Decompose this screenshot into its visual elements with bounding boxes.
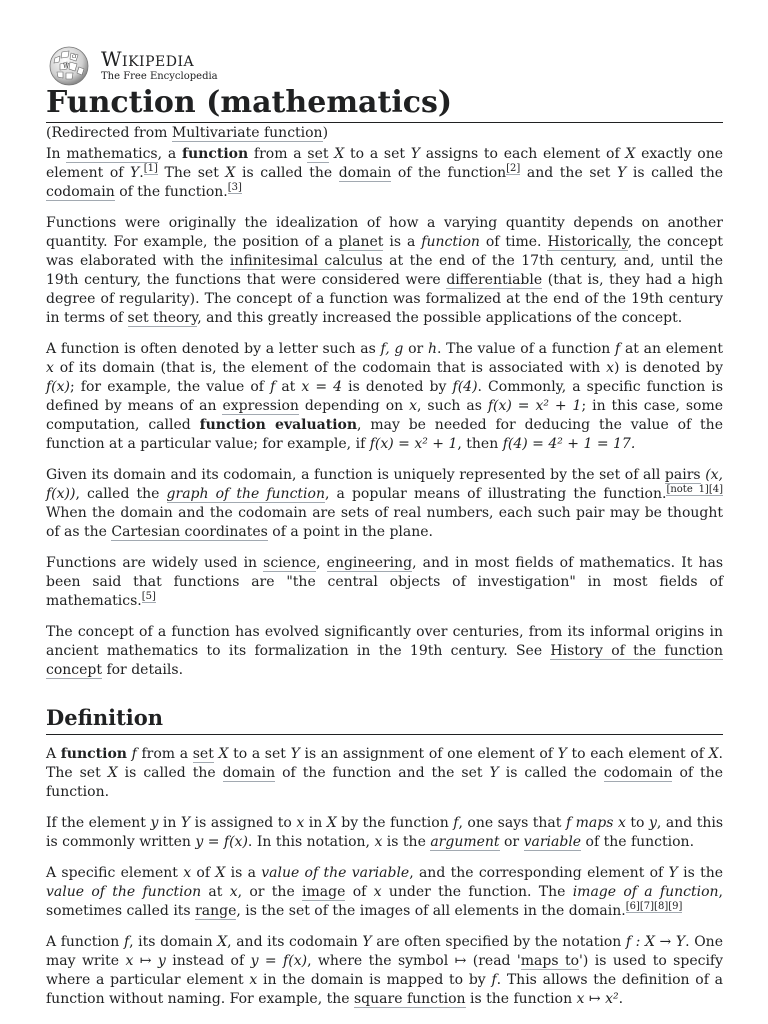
link-domain[interactable]: domain xyxy=(338,165,392,181)
intro-paragraph-4: Given its domain and its codomain, a function is uniquely represented by the set of all pairs (x, f(x)), called the graph of the function, a popular means of illustrating the function.[note 1][4] When the domain and the codomain are sets of real numbers, each such pair may be thought of as the Cartesian coordinates of a point in the plane. xyxy=(46,467,723,540)
section-heading-definition: Definition xyxy=(46,704,723,735)
link-science[interactable]: science xyxy=(263,555,317,571)
def-link-codomain[interactable]: codomain xyxy=(603,765,673,781)
site-name: Wikipedia xyxy=(101,46,195,71)
ref-1[interactable]: [1] xyxy=(143,163,158,175)
link-maps-to[interactable]: maps to xyxy=(520,953,580,969)
svg-text:W: W xyxy=(63,63,70,70)
page-title: Function (mathematics) xyxy=(46,86,723,123)
link-expression[interactable]: expression xyxy=(222,398,299,414)
definition-paragraph-4: A function f, its domain X, and its codomain Y are often specified by the notation f : X → Y. One may write x ↦ y instead of y = f(x), where the symbol ↦ (read 'maps to') is used to specify where a particular element x in the domain is mapped to by f. This allows the definition of a function without naming. For example, the square function is the function x ↦ x². xyxy=(46,934,724,1007)
def-link-set[interactable]: set xyxy=(192,746,214,762)
intro-paragraph-3: A function is often denoted by a letter such as f, g or h. The value of a function f at an element x of its domain (that is, the element of the codomain that is associated with x) is denoted by f(x); for example, the value of f at x = 4 is denoted by f(4). Commonly, a specific function is defined by means of an expression depending on x, such as f(x) = x² + 1; in this case, some computation, called function evaluation, may be needed for deducing the value of the function at a particular value; for example, if f(x) = x² + 1, then f(4) = 4² + 1 = 17. xyxy=(46,341,724,452)
article-body xyxy=(46,124,723,1021)
link-argument[interactable]: argument xyxy=(430,834,500,850)
link-image[interactable]: image xyxy=(302,884,346,900)
link-set[interactable]: set xyxy=(307,146,329,162)
link-infinitesimal-calculus[interactable]: infinitesimal calculus xyxy=(229,253,383,269)
term-function-evaluation: function evaluation xyxy=(199,417,358,433)
definition-paragraph-1: A function f from a set X to a set Y is an assignment of one element of Y to each element of X. The set X is called the domain of the function and the set Y is called the codomain of the function. xyxy=(46,746,723,800)
redirect-link[interactable]: Multivariate function xyxy=(171,125,323,141)
svg-text:Ω: Ω xyxy=(72,54,77,60)
link-differentiable[interactable]: differentiable xyxy=(446,272,543,288)
link-pairs[interactable]: pairs xyxy=(664,467,701,483)
intro-paragraph-1: In mathematics, a function from a set X to a set Y assigns to each element of X exactly one element of Y.[1] The set X is called the domain of the function[2] and the set Y is called the codomain of the function.[3] xyxy=(46,146,724,200)
ref-6-9[interactable]: [6][7][8][9] xyxy=(625,901,683,913)
wikipedia-logo[interactable] xyxy=(45,44,218,86)
redirect-suffix: ) xyxy=(322,125,329,141)
wikipedia-globe-icon xyxy=(45,44,93,86)
link-square-function[interactable]: square function xyxy=(354,991,466,1007)
link-engineering[interactable]: engineering xyxy=(326,555,413,571)
link-history-of-function-concept[interactable]: History of the function concept xyxy=(46,643,723,678)
intro-paragraph-2: Functions were originally the idealization of how a varying quantity depends on another quantity. For example, the position of a planet is a function of time. Historically, the concept was elaborated with the infinitesimal calculus at the end of the 17th century, and, until the 19th century, the functions that were considered were differentiable (that is, they had a high degree of regularity). The concept of a function was formalized at the end of the 19th century in terms of set theory, and this greatly increased the possible applications of the concept. xyxy=(46,215,724,326)
link-variable[interactable]: variable xyxy=(523,834,582,850)
redirect-prefix: (Redirected from xyxy=(46,125,172,141)
link-planet[interactable]: planet xyxy=(338,234,384,250)
ref-2[interactable]: [2] xyxy=(506,163,521,175)
link-codomain[interactable]: codomain xyxy=(46,184,115,200)
site-tagline: The Free Encyclopedia xyxy=(101,70,218,82)
ref-note-1[interactable]: [note 1] xyxy=(666,484,709,496)
definition-paragraph-3: A specific element x of X is a value of the variable, and the corresponding element of Y is the value of the function at x, or the image of x under the function. The image of a function, sometimes called its range, is the set of the images of all elements in the domain.[6][7][8][9] xyxy=(46,865,723,919)
intro-paragraph-5: Functions are widely used in science, engineering, and in most fields of mathematics. It has been said that functions are "the central objects of investigation" in most fields of mathematics.[5] xyxy=(46,555,723,609)
link-graph-of-the-function[interactable]: graph of the function xyxy=(166,486,325,502)
intro-paragraph-6: The concept of a function has evolved significantly over centuries, from its informal origins in ancient mathematics to its formalization in the 19th century. See History of the function concept for details. xyxy=(46,624,723,678)
ref-4[interactable]: [4] xyxy=(708,484,723,496)
def-link-domain[interactable]: domain xyxy=(222,765,276,781)
redirect-notice xyxy=(46,124,723,143)
link-set-theory[interactable]: set theory xyxy=(127,310,198,326)
ref-5[interactable]: [5] xyxy=(141,591,156,603)
link-cartesian-coordinates[interactable]: Cartesian coordinates xyxy=(111,524,268,540)
ref-3[interactable]: [3] xyxy=(227,182,242,194)
link-mathematics[interactable]: mathematics xyxy=(66,146,158,162)
link-range[interactable]: range xyxy=(195,903,237,919)
link-historically[interactable]: Historically xyxy=(547,234,628,250)
definition-paragraph-2: If the element y in Y is assigned to x in X by the function f, one says that f maps x to y, and this is commonly written y = f(x). In this notation, x is the argument or variable of the function. xyxy=(46,815,724,850)
term-function: function xyxy=(181,146,249,162)
